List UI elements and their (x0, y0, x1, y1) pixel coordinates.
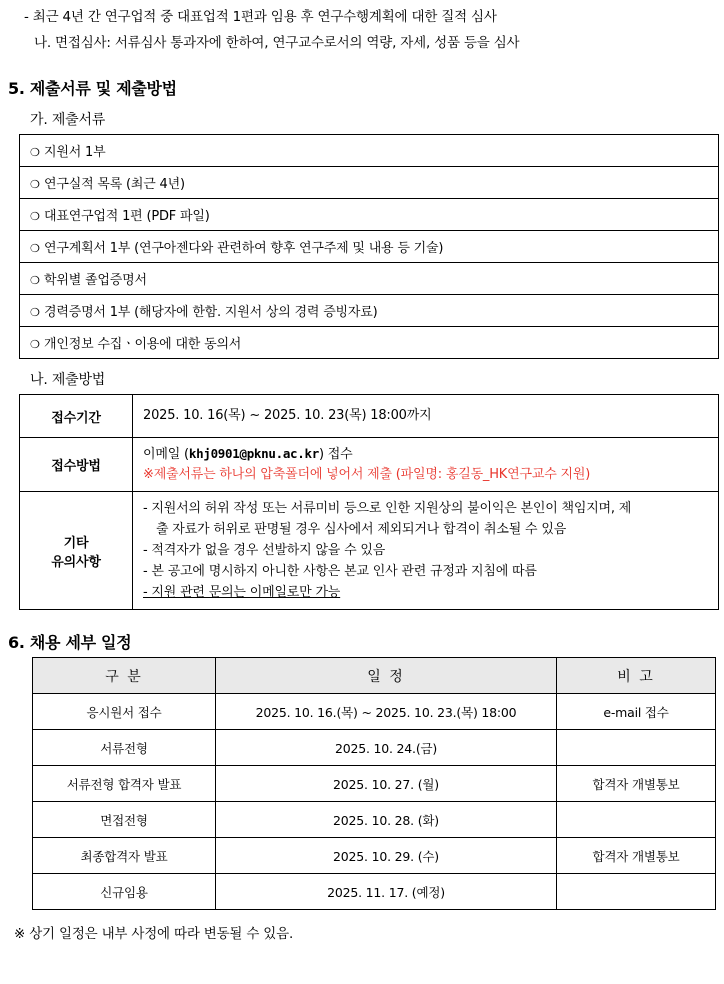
email-address: khj0901@pknu.ac.kr (188, 446, 319, 461)
etc-item-inquiry: - 지원 관련 문의는 이메일로만 가능 (143, 585, 341, 600)
document-item (20, 327, 719, 359)
schedule-note: 합격자 개별통보 (557, 766, 716, 802)
schedule-date: 2025. 10. 28. (화) (216, 802, 557, 838)
table-row (20, 231, 719, 263)
etc-label-line1: 기타 (63, 535, 89, 551)
document-item-label: 경력증명서 1부 (해당자에 한함. 지원서 상의 경력 증빙자료) (44, 305, 378, 320)
schedule-date: 2025. 11. 17. (예정) (216, 874, 557, 910)
table-row (33, 874, 716, 910)
email-suffix: ) 접수 (318, 447, 353, 462)
schedule-division: 면접전형 (33, 802, 216, 838)
circle-bullet-icon: ❍ (30, 146, 40, 159)
document-item (20, 263, 719, 295)
schedule-note: 합격자 개별통보 (557, 838, 716, 874)
column-header-note: 비 고 (557, 658, 716, 694)
document-item-label: 연구실적 목록 (최근 4년) (44, 177, 185, 192)
section-6-heading: 6. 채용 세부 일정 (8, 633, 132, 652)
email-line (143, 444, 708, 465)
document-page (0, 4, 724, 984)
footnote: ※ 상기 일정은 내부 사정에 따라 변동될 수 있음. (14, 926, 294, 942)
period-value: 2025. 10. 16(목) ~ 2025. 10. 23(목) 18:00까지 (133, 395, 719, 438)
schedule-date: 2025. 10. 29. (수) (216, 838, 557, 874)
table-header-row (33, 658, 716, 694)
schedule-division: 응시원서 접수 (33, 694, 216, 730)
table-row (33, 694, 716, 730)
schedule-date: 2025. 10. 24.(금) (216, 730, 557, 766)
intro-lines (8, 4, 716, 56)
column-header-division: 구 분 (33, 658, 216, 694)
table-row (20, 492, 719, 610)
table-row (33, 838, 716, 874)
table-row (20, 135, 719, 167)
document-item (20, 231, 719, 263)
schedule-division: 서류전형 합격자 발표 (33, 766, 216, 802)
table-row (20, 263, 719, 295)
schedule-note (557, 874, 716, 910)
etc-label (20, 492, 133, 610)
circle-bullet-icon: ❍ (30, 178, 40, 191)
etc-value (133, 492, 719, 610)
schedule-date: 2025. 10. 16.(목) ~ 2025. 10. 23.(목) 18:00 (216, 694, 557, 730)
intro-line (24, 30, 716, 56)
intro-line-text: - 최근 4년 간 연구업적 중 대표업적 1편과 임용 후 연구수행계획에 대한 질적 심사 (24, 9, 497, 25)
section-5b-subheading: 나. 제출방법 (30, 372, 106, 388)
submission-method-table (19, 394, 719, 610)
circle-bullet-icon: ❍ (30, 242, 40, 255)
circle-bullet-icon: ❍ (30, 274, 40, 287)
email-prefix: 이메일 ( (143, 447, 189, 462)
circle-bullet-icon: ❍ (30, 338, 40, 351)
document-item-label: 연구계획서 1부 (연구아젠다와 관련하여 향후 연구주제 및 내용 등 기술) (44, 241, 444, 256)
schedule-note: e-mail 접수 (557, 694, 716, 730)
period-label: 접수기간 (20, 395, 133, 438)
document-item-label: 대표연구업적 1편 (PDF 파일) (44, 209, 210, 224)
etc-item-continuation: 출 자료가 허위로 판명될 경우 심사에서 제외되거나 합격이 취소될 수 있음 (156, 522, 567, 537)
intro-line (24, 4, 716, 30)
schedule-division: 최종합격자 발표 (33, 838, 216, 874)
schedule-division: 신규임용 (33, 874, 216, 910)
how-to-apply-label: 접수방법 (20, 438, 133, 492)
schedule-note (557, 802, 716, 838)
etc-item: - 본 공고에 명시하지 아니한 사항은 본교 인사 관련 규정과 지침에 따름 (143, 564, 537, 579)
table-row (20, 438, 719, 492)
document-item-label: 학위별 졸업증명서 (44, 273, 147, 288)
schedule-date: 2025. 10. 27. (월) (216, 766, 557, 802)
section-5-heading: 5. 제출서류 및 제출방법 (8, 79, 177, 98)
table-row (33, 730, 716, 766)
etc-item: - 지원서의 허위 작성 또는 서류미비 등으로 인한 지원상의 불이익은 본인이 책임지며, 제 (143, 501, 632, 516)
document-item-label: 지원서 1부 (44, 145, 106, 160)
table-row (33, 802, 716, 838)
schedule-note (557, 730, 716, 766)
required-documents-table (19, 134, 719, 359)
table-row (20, 167, 719, 199)
table-row (33, 766, 716, 802)
circle-bullet-icon: ❍ (30, 210, 40, 223)
document-item-label: 개인정보 수집ㆍ이용에 대한 동의서 (44, 337, 242, 352)
document-item (20, 199, 719, 231)
document-item (20, 167, 719, 199)
etc-label-line2: 유의사항 (51, 554, 101, 570)
intro-line-text: 나. 면접심사: 서류심사 통과자에 한하여, 연구교수로서의 역량, 자세, 성품 등을 심사 (34, 35, 520, 51)
column-header-schedule: 일 정 (216, 658, 557, 694)
how-to-apply-value (133, 438, 719, 492)
table-row (20, 199, 719, 231)
etc-list (143, 498, 708, 603)
schedule-division: 서류전형 (33, 730, 216, 766)
table-row (20, 395, 719, 438)
table-row (20, 295, 719, 327)
schedule-table (32, 657, 716, 910)
table-row (20, 327, 719, 359)
circle-bullet-icon: ❍ (30, 306, 40, 319)
etc-item: - 적격자가 없을 경우 선발하지 않을 수 있음 (143, 543, 386, 558)
submission-note: ※제출서류는 하나의 압축폴더에 넣어서 제출 (파일명: 홍길동_HK연구교수 지원) (143, 467, 591, 482)
document-item (20, 295, 719, 327)
section-5a-subheading: 가. 제출서류 (30, 112, 106, 128)
document-item (20, 135, 719, 167)
